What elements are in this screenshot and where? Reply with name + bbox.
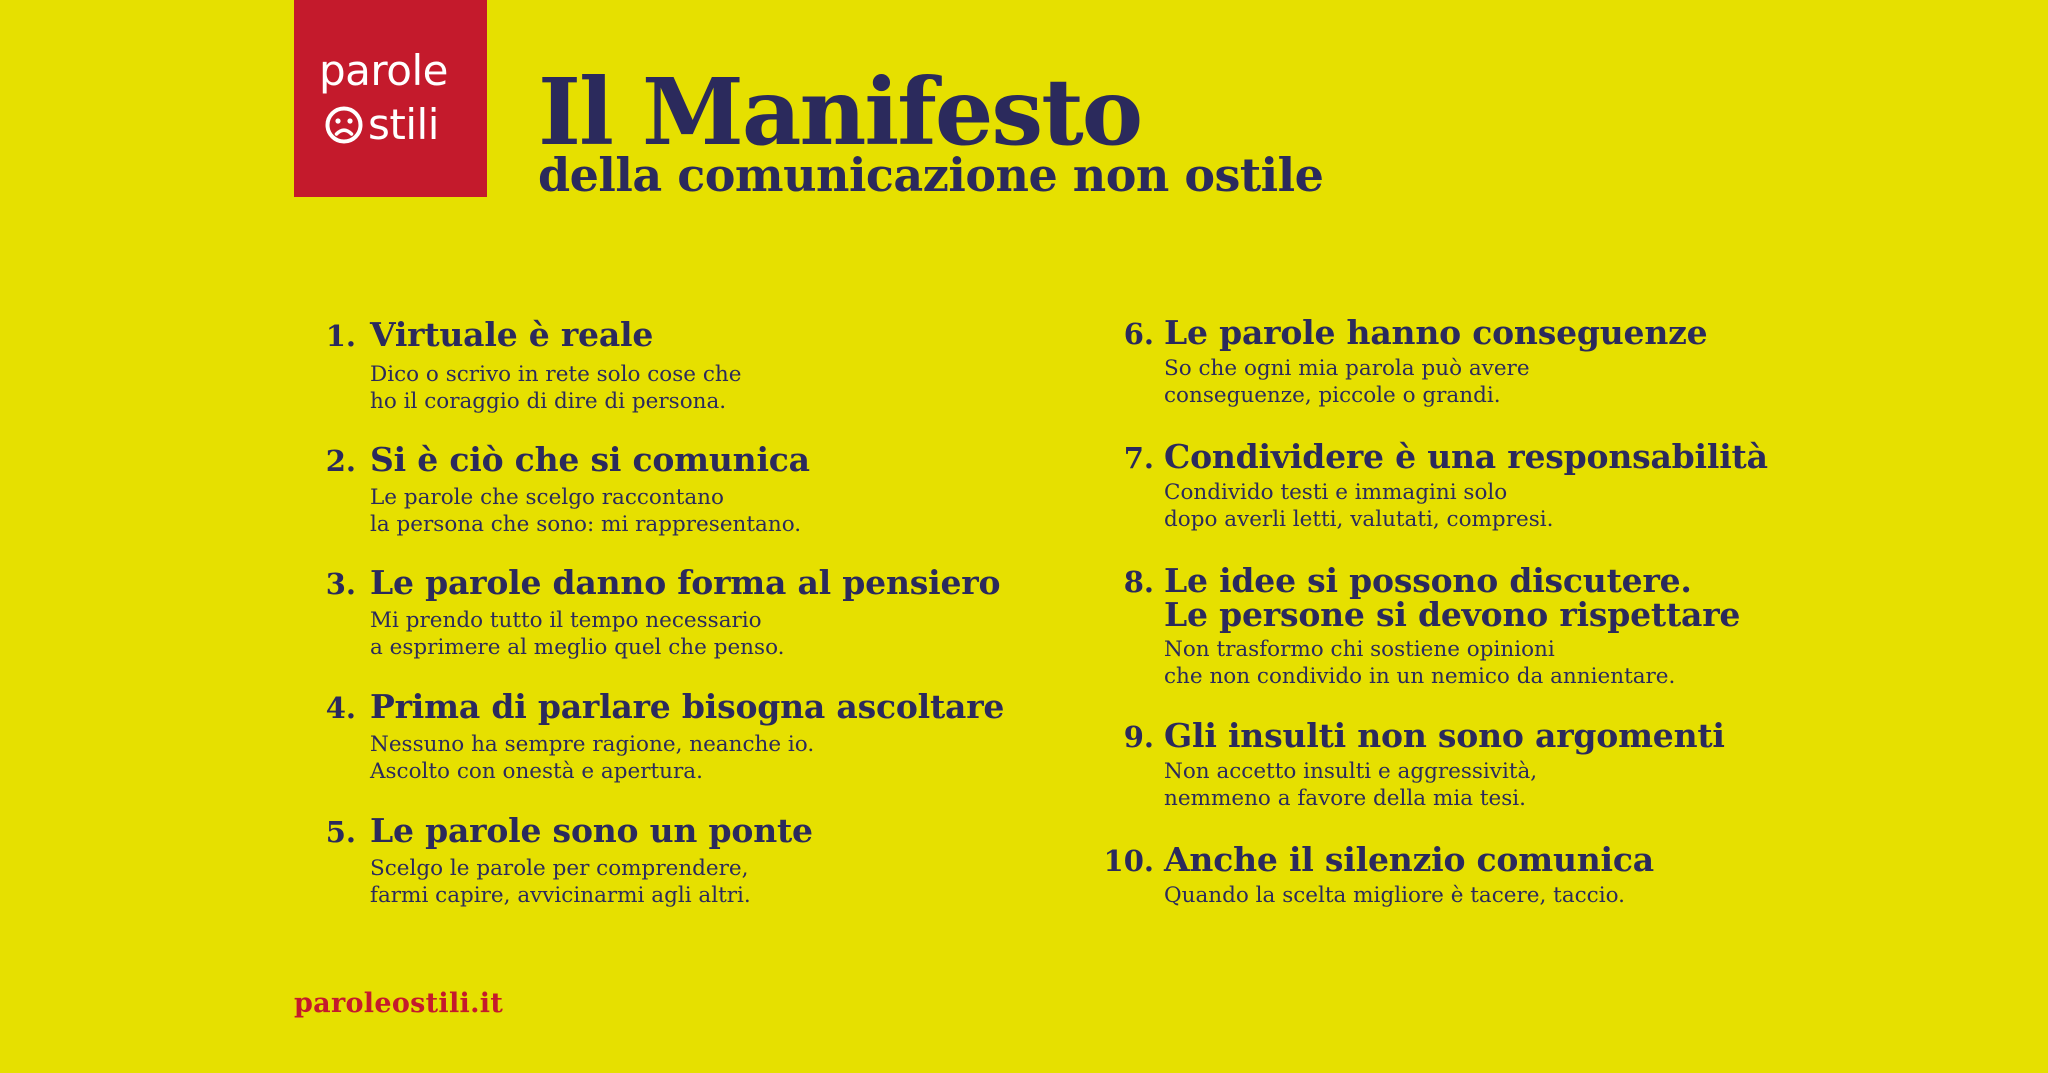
item-description: Scelgo le parole per comprendere, farmi capire, avvicinarmi agli altri. [370, 856, 751, 908]
item-heading: Le parole sono un ponte [370, 811, 813, 850]
item-description: Nessuno ha sempre ragione, neanche io. Ascolto con onestà e apertura. [370, 732, 815, 784]
item-heading: Virtuale è reale [370, 315, 654, 354]
item-heading: Prima di parlare bisogna ascoltare [370, 687, 1005, 726]
logo-word-stili: stili [368, 100, 439, 149]
item-number: 7. [1123, 441, 1154, 475]
item-description: Non trasformo chi sostiene opinioni che non condivido in un nemico da annientare. [1164, 637, 1676, 689]
item-description: Quando la scelta migliore è tacere, taccio. [1164, 883, 1626, 908]
item-heading: Anche il silenzio comunica [1164, 840, 1654, 879]
item-heading: Le idee si possono discutere. Le persone si devono rispettare [1164, 561, 1741, 634]
item-heading: Le parole danno forma al pensiero [370, 563, 1001, 602]
item-heading: Si è ciò che si comunica [370, 440, 810, 479]
item-number: 2. [325, 444, 356, 478]
item-description: Condivido testi e immagini solo dopo averli letti, valutati, compresi. [1164, 480, 1554, 532]
item-number: 4. [325, 691, 356, 725]
item-heading: Gli insulti non sono argomenti [1164, 716, 1725, 755]
page-subtitle: della comunicazione non ostile [538, 148, 1324, 202]
item-number: 3. [325, 567, 356, 601]
item-description: So che ogni mia parola può avere conseguenze, piccole o grandi. [1164, 356, 1530, 408]
frown-face-icon [324, 105, 364, 145]
item-description: Le parole che scelgo raccontano la persona che sono: mi rappresentano. [370, 485, 802, 537]
item-number: 6. [1123, 317, 1154, 351]
item-description: Mi prendo tutto il tempo necessario a esprimere al meglio quel che penso. [370, 608, 785, 660]
item-number: 8. [1123, 565, 1154, 599]
item-number: 5. [325, 815, 356, 849]
parole-ostili-logo [294, 0, 487, 197]
item-description: Non accetto insulti e aggressività, nemmeno a favore della mia tesi. [1164, 759, 1538, 811]
item-description: Dico o scrivo in rete solo cose che ho il coraggio di dire di persona. [370, 362, 742, 414]
logo-word-parole: parole [319, 46, 448, 95]
logo-row-two [324, 100, 439, 149]
item-number: 1. [325, 319, 356, 353]
item-heading: Condividere è una responsabilità [1164, 437, 1768, 476]
page-title: Il Manifesto [538, 58, 1142, 166]
item-number: 9. [1123, 720, 1154, 754]
item-heading: Le parole hanno conseguenze [1164, 313, 1708, 352]
website-link[interactable]: paroleostili.it [294, 988, 504, 1019]
item-number: 10. [1103, 844, 1154, 878]
